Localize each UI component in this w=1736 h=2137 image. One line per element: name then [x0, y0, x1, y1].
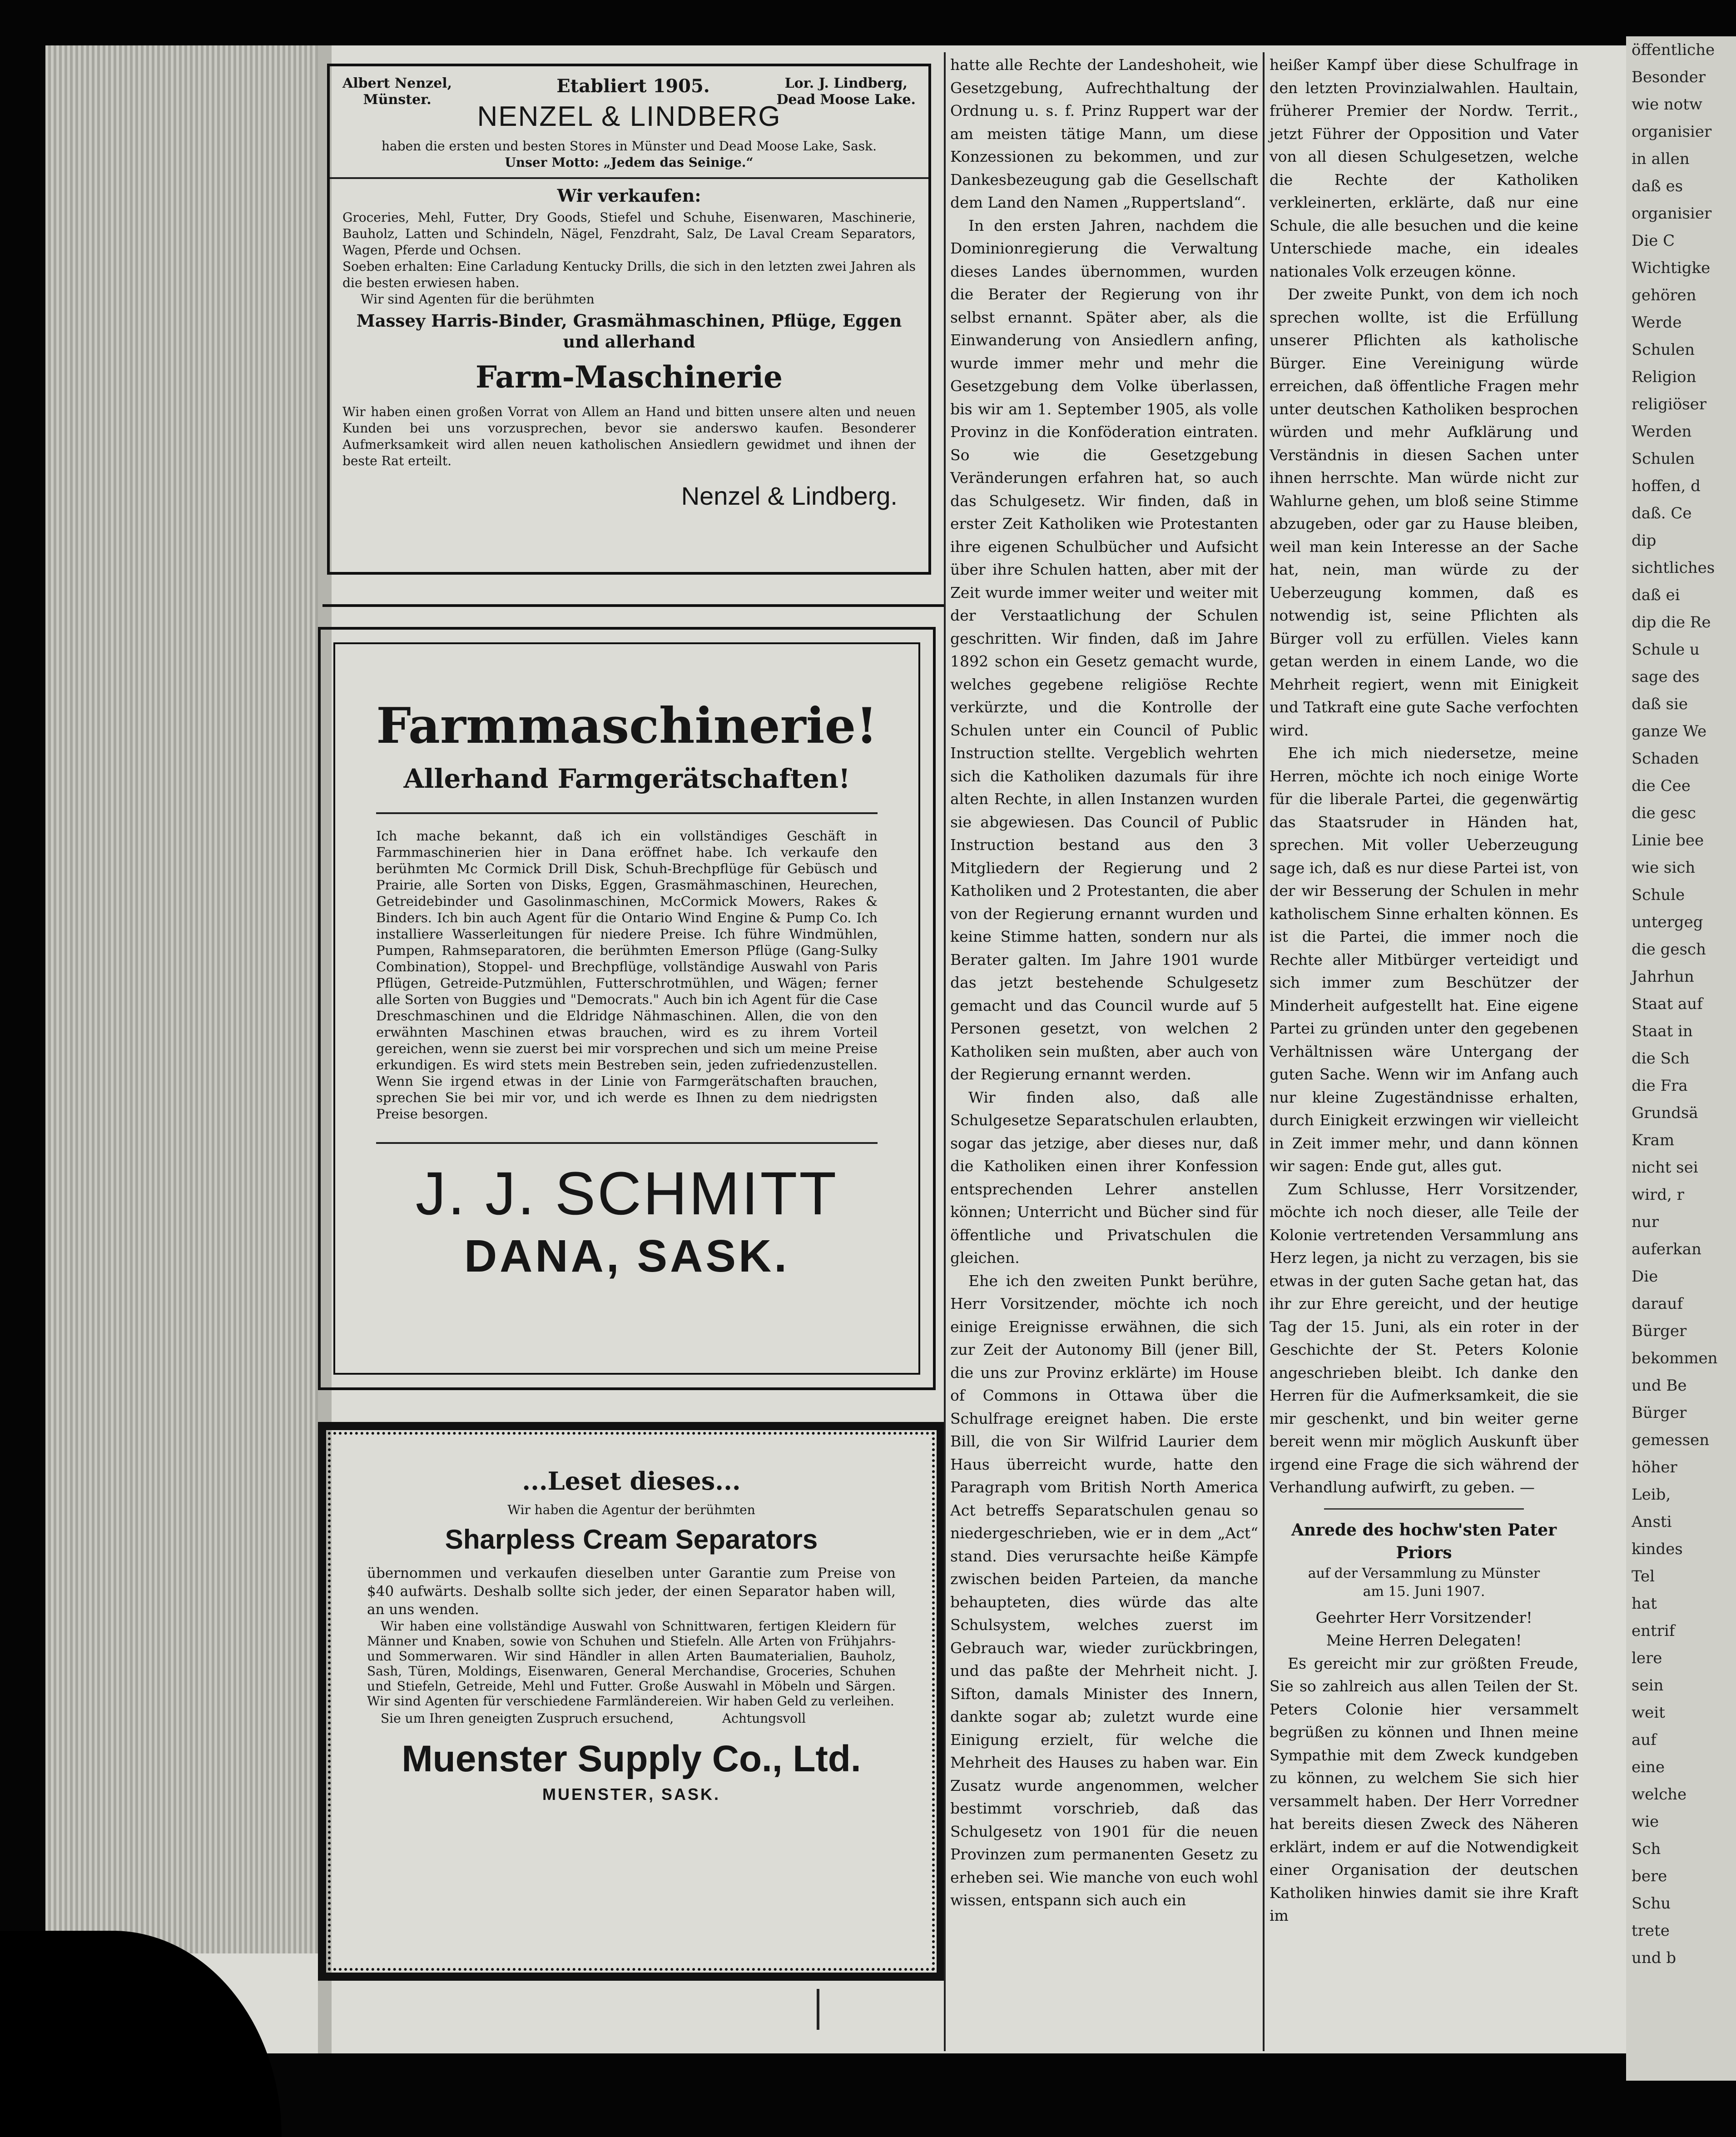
speech-subtitle: auf der Versammlung zu Münster [1308, 1565, 1540, 1581]
terms-text: übernommen und verkaufen dieselben unter Garantie zum Preise von $40 aufwärts. Deshalb sollte sich jeder, der einen Separator haben will, an uns wenden. [367, 1565, 896, 1618]
intro-text: haben die ersten und besten Stores in Münster und Dead Moose Lake, Sask. [381, 139, 877, 154]
next-page-fragment: welche [1632, 1785, 1687, 1804]
next-page-fragment: bekommen [1632, 1349, 1718, 1367]
next-page-fragment: daß sie [1632, 695, 1688, 713]
next-page-fragment: Staat auf [1632, 995, 1703, 1013]
column-rule [1263, 52, 1265, 2051]
next-page-edge [1626, 36, 1736, 2081]
ad-schmitt [318, 627, 936, 1390]
schmitt-place: DANA, SASK. [464, 1231, 790, 1282]
sell-heading: Wir verkaufen: [557, 185, 701, 206]
closing-line: Sie um Ihren geneigten Zuspruch ersuchend, Achtungsvoll [381, 1711, 806, 1726]
next-page-fragment: Religion [1632, 368, 1696, 386]
speech-date: am 15. Juni 1907. [1363, 1583, 1485, 1600]
next-page-fragment: bere [1632, 1867, 1667, 1885]
schmitt-body: Ich mache bekannt, daß ich ein vollständiges Geschäft in Farmmaschinerien hier in Dana eröffnet habe. Ich verkaufe den berühmten Mc Cormick Drill Disk, Schuh-Brechpflüge für Gebüsch und Prairie, alle Sorten von Disks, Eggen, Grasmähmaschinen, Heurechen, Getreidebinder und Gasolinmaschinen, McCormick Mowers, Rakes & Binders. Ich bin auch Agent für die Ontario Wind Engine & Pump Co. Ich installiere Wasserleitungen für niedere Preise. Ich führe Windmühlen, Pumpen, Rahmseparatoren, die berühmten Emerson Pflüge (Gang-Sulky Combination), Stoppel- und Brechpflüge, vollständige Auswahl von Paris Pflügen, Getreide-Putzmühlen, Futterschrotmühlen, und Wägen; ferner alle Sorten von Buggies und "Democrats." Auch bin ich Agent für die Case Dreschmaschinen und die Eldridge Nähmaschinen. Allen, die von den erwähnten Maschinen etwas brauchen, wird es zu ihrem Vorteil gereichen, wenn sie zuerst bei mir vorsprechen und sich um meine Preise erkundigen. Es wird stets mein Bestreben sein, jeden zufriedenzustellen. Wenn Sie irgend etwas in der Linie von Farmgerätschaften brauchen, sprechen Sie bei mir vor, und ich werde es Ihnen zu dem niedrigsten Preise besorgen. [376, 828, 878, 1122]
divider [376, 812, 878, 814]
next-page-fragment: die gesch [1632, 940, 1706, 959]
next-page-fragment: Kram [1632, 1131, 1675, 1149]
next-page-fragment: gehören [1632, 286, 1696, 304]
next-page-fragment: wie notw [1632, 95, 1703, 114]
next-page-fragment: Schu [1632, 1894, 1671, 1913]
paragraph: Ehe ich mich niedersetze, meine Herren, möchte ich noch einige Worte für die liberale Partei, die gegenwärtig das Staatsruder in Händen hat, sprechen. Mit voller Ueberzeugung sage ich, daß es nur diese Partei ist, von der wir Besserung der Schulen in mehr katholischem Sinne erhalten können. Es ist die Partei, die immer noch die Rechte aller Mitbürger verteidigt und sich immer zum Beschützer der Minderheit aufgestellt hat. Eine eigene Partei zu gründen unter den gegebenen Verhältnissen wäre Untergang der guten Sache. Wenn wir im Anfang auch nur kleine Zugeständnisse erhalten, durch Einigkeit erzwingen wir vielleicht in Zeit immer mehr, und dann können wir sagen: Ende gut, alles gut. [1270, 744, 1578, 1175]
next-page-fragment: organisier [1632, 123, 1712, 141]
next-page-fragment: Werde [1632, 313, 1682, 332]
rule [322, 604, 945, 607]
next-page-fragment: kindes [1632, 1540, 1683, 1558]
next-page-fragment: Werden [1632, 422, 1692, 441]
next-page-fragment: Staat in [1632, 1022, 1693, 1040]
product-name: Sharpless Cream Separators [445, 1524, 818, 1555]
paragraph: heißer Kampf über diese Schulfrage in den letzten Provinzialwahlen. Haultain, früherer Premier der Nordw. Territ., jetzt Führer der Opposition und Vater von all diesen Schulgesetzen, welche die Rechte der Katholiken verkleinerten, erklärte, daß nur eine Schule, die alle besuchen und die keine Unterschiede mache, ein ideales nationales Volk erzeugen könne. [1270, 56, 1578, 280]
divider [1324, 1508, 1524, 1510]
next-page-fragment: daß. Ce [1632, 504, 1692, 522]
next-page-fragment: Wichtigke [1632, 259, 1711, 277]
next-page-fragment: wird, r [1632, 1186, 1684, 1204]
article-column-middle [950, 54, 1258, 1912]
firm-name: NENZEL & LINDBERG [477, 101, 781, 132]
next-page-fragment: und b [1632, 1949, 1676, 1967]
next-page-fragment: auf [1632, 1731, 1657, 1749]
agency-intro: Wir haben die Agentur der berühmten [507, 1502, 755, 1517]
ad-muenster-supply [318, 1422, 945, 1981]
paragraph: Wir finden also, daß alle Schulgesetze Separatschulen erlaubten, sogar das jetzige, aber dieses nur, daß die Katholiken einen ihrer Konfession entsprechenden Lehrer anstellen können; Unterricht und Bücher sind für öffentliche und Privatschulen die gleichen. [950, 1088, 1258, 1267]
next-page-fragment: daß es [1632, 177, 1683, 195]
next-page-fragment: Schule u [1632, 641, 1700, 659]
next-page-fragment: Bürger [1632, 1404, 1687, 1422]
next-page-fragment: die Fra [1632, 1077, 1688, 1095]
next-page-fragment: wie sich [1632, 859, 1696, 877]
next-page-fragment: nicht sei [1632, 1158, 1698, 1177]
next-page-fragment: hoffen, d [1632, 477, 1701, 495]
divider [376, 1142, 878, 1144]
schmitt-name: J. J. SCHMITT [415, 1160, 838, 1228]
next-page-fragment: untergeg [1632, 913, 1703, 931]
book-edge [45, 45, 322, 1953]
next-page-fragment: und Be [1632, 1377, 1687, 1395]
farm-tools-subheading: Allerhand Farmgerätschaften! [403, 763, 850, 794]
article-column-right [1270, 54, 1578, 1928]
next-page-fragment: in allen [1632, 150, 1690, 168]
next-page-fragment: eine [1632, 1758, 1665, 1776]
salutation: Geehrter Herr Vorsitzender! [1315, 1608, 1533, 1626]
next-page-fragment: entrif [1632, 1622, 1675, 1640]
goods-list: Groceries, Mehl, Futter, Dry Goods, Stiefel und Schuhe, Eisenwaren, Maschinerie, Bauholz, Latten und Schindeln, Nägel, Fenzdraht, Salz, De Laval Cream Separators, Wagen, Pferde und Ochsen. [342, 210, 916, 258]
paragraph: Zum Schlusse, Herr Vorsitzender, möchte ich noch dieser, alle Teile der Kolonie vertretenden Versammlung ans Herz legen, ja nicht zu verzagen, bis sie etwas in der guten Sache getan hat, das ihr zur Ehre gereicht, und der heutige Tag der 15. Juni, als ein roter in der Geschichte der St. Peters Kolonie angeschrieben bleibt. Ich danke den Herren für die Aufmerksamkeit, die sie mir geschenkt, und bin weiter gerne bereit wenn mir möglich Auskunft über irgend eine Frage die sich während der Verhandlung aufwirft, zu geben. — [1270, 1180, 1578, 1496]
next-page-fragment: lere [1632, 1649, 1662, 1667]
drills-notice: Soeben erhalten: Eine Carladung Kentucky Drills, die sich in den letzten zwei Jahren als die besten erwiesen haben. [342, 259, 916, 290]
next-page-fragment: Schulen [1632, 341, 1695, 359]
next-page-fragment: weit [1632, 1704, 1665, 1722]
next-page-fragment: trete [1632, 1922, 1670, 1940]
next-page-fragment: Schulen [1632, 450, 1695, 468]
speech-title: Anrede des hochw'sten Pater Priors [1291, 1520, 1557, 1562]
supply-place: MUENSTER, SASK. [542, 1785, 721, 1804]
muenster-body: Wir haben eine vollständige Auswahl von Schnittwaren, fertigen Kleidern für Männer und Knaben, sowie von Schuhen und Stiefeln. Alle Arten von Frühjahrs- und Sommerwaren. Wir sind Händler in allen Arten Baumaterialien, Bauholz, Sash, Türen, Moldings, Eisenwaren, General Merchandise, Groceries, Schuhen und Stiefeln, Getreide, Mehl und Futter. Große Auswahl in Möbeln und Särgen. Wir sind Agenten für verschiedene Farmländereien. Wir haben Geld zu verleihen. [367, 1619, 896, 1709]
next-page-fragment: wie [1632, 1813, 1659, 1831]
machines-line: Massey Harris-Binder, Grasmähmaschinen, Pflüge, Eggen und allerhand [356, 311, 902, 352]
next-page-fragment: sage des [1632, 668, 1700, 686]
next-page-fragment: Die [1632, 1267, 1658, 1286]
next-page-fragment: Leib, [1632, 1486, 1671, 1504]
next-page-fragment: Tel [1632, 1567, 1655, 1585]
next-page-fragment: gemessen [1632, 1431, 1710, 1449]
ad-inner-frame [333, 642, 920, 1375]
salutation: Meine Herren Delegaten! [1326, 1631, 1522, 1649]
motto-text: Unser Motto: „Jedem das Seinige.“ [505, 155, 754, 170]
paragraph: hatte alle Rechte der Landeshoheit, wie Gesetzgebung, Aufrechthaltung der Ordnung u. s. f. Prinz Ruppert war der am meisten tätige Mann, um diese Konzessionen zu bekommen, und zur Dankesbezeugung gab die Gesellschaft dem Land den Namen „Ruppertsland“. [950, 56, 1258, 211]
next-page-fragment: dip [1632, 532, 1657, 550]
next-page-fragment: sichtliches [1632, 559, 1715, 577]
paragraph: Es gereicht mir zur größten Freude, Sie so zahlreich aus allen Teilen der St. Peters Colonie hier versammelt begrüßen zu können und Ihnen meine Sympathie mit dem Zweck kundgeben zu können, zu welchem Sie sich hier versammelt haben. Der Herr Vorredner hat bereits diesen Zweck des Näheren erklärt, indem er auf die Notwendigkeit einer Organisation der deutschen Katholiken hinwies damit sie ihre Kraft im [1270, 1654, 1578, 1924]
next-page-fragment: Ansti [1632, 1513, 1672, 1531]
next-page-fragment: höher [1632, 1458, 1677, 1476]
next-page-fragment: Schule [1632, 886, 1685, 904]
next-page-fragment: öffentliche [1632, 41, 1715, 59]
paragraph: In den ersten Jahren, nachdem die Dominionregierung die Verwaltung dieses Landes übernommen, wurden die Berater der Regierung von ihr selbst ernannt. Später aber, als die Einwanderung von Ansiedlern anfing, wurde immer mehr und mehr die Gesetzgebung dem Volke überlassen, bis wir am 1. September 1905, als volle Provinz in die Konföderation eintraten. So wie die Gesetzgebung Veränderungen erfahren hat, so auch das Schulgesetz. Wir finden, daß in erster Zeit Katholiken wie Protestanten ihre eigenen Schulbücher und Aufsicht über ihre Schulen hatten, aber mit der Zeit wurde immer weiter und weiter mit der Verstaatlichung der Schulen geschritten. Wir finden, daß im Jahre 1892 schon ein Gesetz gemacht wurde, welches gegebene religiöse Rechte verkürzte, und die Kontrolle der Schulen unter ein Council of Public Instruction stellte. Vergeblich wehrten sich die Katholiken dazumals für ihre alten Rechte, in allen Instanzen wurden sie abgewiesen. Das Council of Public Instruction bestand aus den 3 Mitgliedern der Regierung und 2 Katholiken und 2 Protestanten, die aber von der Regierung ernannt wurden und keine Stimme hatten, sondern nur als Berater galten. Im Jahre 1901 wurde das jetzt bestehende Schulgesetz gemacht und das Council wurde auf 5 Personen gesetzt, von welchen 2 Katholiken sein mußten, aber auch von der Regierung ernannt werden. [950, 216, 1258, 1083]
read-this-heading: ...Leset dieses... [522, 1466, 741, 1496]
next-page-fragment: religiöser [1632, 395, 1707, 413]
next-page-fragment: die Sch [1632, 1049, 1690, 1068]
next-page-fragment: auferkan [1632, 1240, 1701, 1258]
ink-mark [817, 1989, 819, 2030]
next-page-fragment: Sch [1632, 1840, 1661, 1858]
next-page-fragment: organisier [1632, 204, 1712, 223]
next-page-fragment: Grundsä [1632, 1104, 1698, 1122]
paragraph: Der zweite Punkt, von dem ich noch sprechen wollte, ist die Erfüllung unserer Pflichten als katholische Bürger. Eine Vereinigung würde erreichen, daß öffentliche Fragen mehr unter deutschen Katholiken besprochen würden und mehr Aufklärung und Verständnis in diesen Sachen unter ihnen herrschte. Man würde nicht zur Wahlurne gehen, um bloß seine Stimme abzugeben, oder gar zu Hause bleiben, weil man kein Interesse an der Sache hat, nein, man würde zu der Ueberzeugung kommen, daß es notwendig ist, seine Pflichten als Bürger voll zu erfüllen. Vieles kann getan werden in einem Lande, wo die Mehrheit regiert, wenn mit Einigkeit und Tatkraft eine gute Sache verfochten wird. [1270, 285, 1578, 739]
next-page-fragment: hat [1632, 1595, 1657, 1613]
next-page-fragment: darauf [1632, 1295, 1683, 1313]
paragraph: Ehe ich den zweiten Punkt berühre, Herr Vorsitzender, möchte ich noch einige Ereignisse erwähnen, die sich zur Zeit der Autonomy Bill (jener Bill, die uns zur Provinz erklärte) im House of Commons in Ottawa über die Schulfrage ereignet haben. Die erste Bill, die von Sir Wilfrid Laurier dem Haus überreicht wurde, hatte den Paragraph vom British North America Act betreffs Separatschulen genau so niedergeschrieben, wie er in dem „Act“ stand. Dies verursachte heiße Kämpfe zwischen beiden Parteien, da manche behaupteten, dies würde das alte Schulsystem, welches zuerst im Gebrauch war, wieder zurückbringen, und das paßte der Mehrheit nicht. J. Sifton, damals Minister des Innern, dankte sogar ab; zuletzt wurde eine Einigung erzielt, für welche die Mehrheit des Hauses zu haben war. Ein Zusatz wurde angenommen, welcher bestimmt vorschrieb, daß das Schulgesetz von 1901 für die neuen Provinzen zum permanenten Gesetz zu erheben sei. Wie manche von euch wohl wissen, entspann sich auch ein [950, 1272, 1258, 1909]
next-page-fragment: die Cee [1632, 777, 1691, 795]
next-page-fragment: ganze We [1632, 722, 1707, 740]
owner-left: Albert Nenzel, Münster. [342, 75, 452, 108]
divider [330, 177, 928, 179]
next-page-fragment: Schaden [1632, 750, 1699, 768]
established-label: Etabliert 1905. [556, 75, 710, 97]
next-page-fragment: dip die Re [1632, 613, 1711, 631]
supply-name: Muenster Supply Co., Ltd. [402, 1738, 861, 1779]
farm-heading: Farm-Maschinerie [475, 359, 783, 395]
next-page-fragment: Jahrhun [1632, 968, 1694, 986]
next-page-fragment: Die C [1632, 232, 1675, 250]
agents-line: Wir sind Agenten für die berühmten [361, 292, 595, 307]
next-page-fragment: sein [1632, 1676, 1664, 1695]
farm-machinery-heading: Farmmaschinerie! [376, 697, 878, 755]
owner-right: Lor. J. Lindberg, Dead Moose Lake. [776, 75, 916, 108]
next-page-fragment: Besonder [1632, 68, 1706, 86]
column-rule [944, 52, 946, 2051]
next-page-fragment: Bürger [1632, 1322, 1687, 1340]
stock-text: Wir haben einen großen Vorrat von Allem an Hand und bitten unsere alten und neuen Kunden bei uns vorzusprechen, bevor sie anderswo kaufen. Besonderer Aufmerksamkeit wird allen neuen katholischen Ansiedlern gewidmet und ihnen der beste Rat erteilt. [342, 404, 916, 468]
next-page-fragment: die gesc [1632, 804, 1696, 822]
next-page-fragment: nur [1632, 1213, 1659, 1231]
ad-nenzel-lindberg [327, 64, 931, 575]
next-page-fragment: daß ei [1632, 586, 1680, 604]
next-page-fragment: Linie bee [1632, 831, 1704, 850]
signature: Nenzel & Lindberg. [681, 482, 898, 510]
